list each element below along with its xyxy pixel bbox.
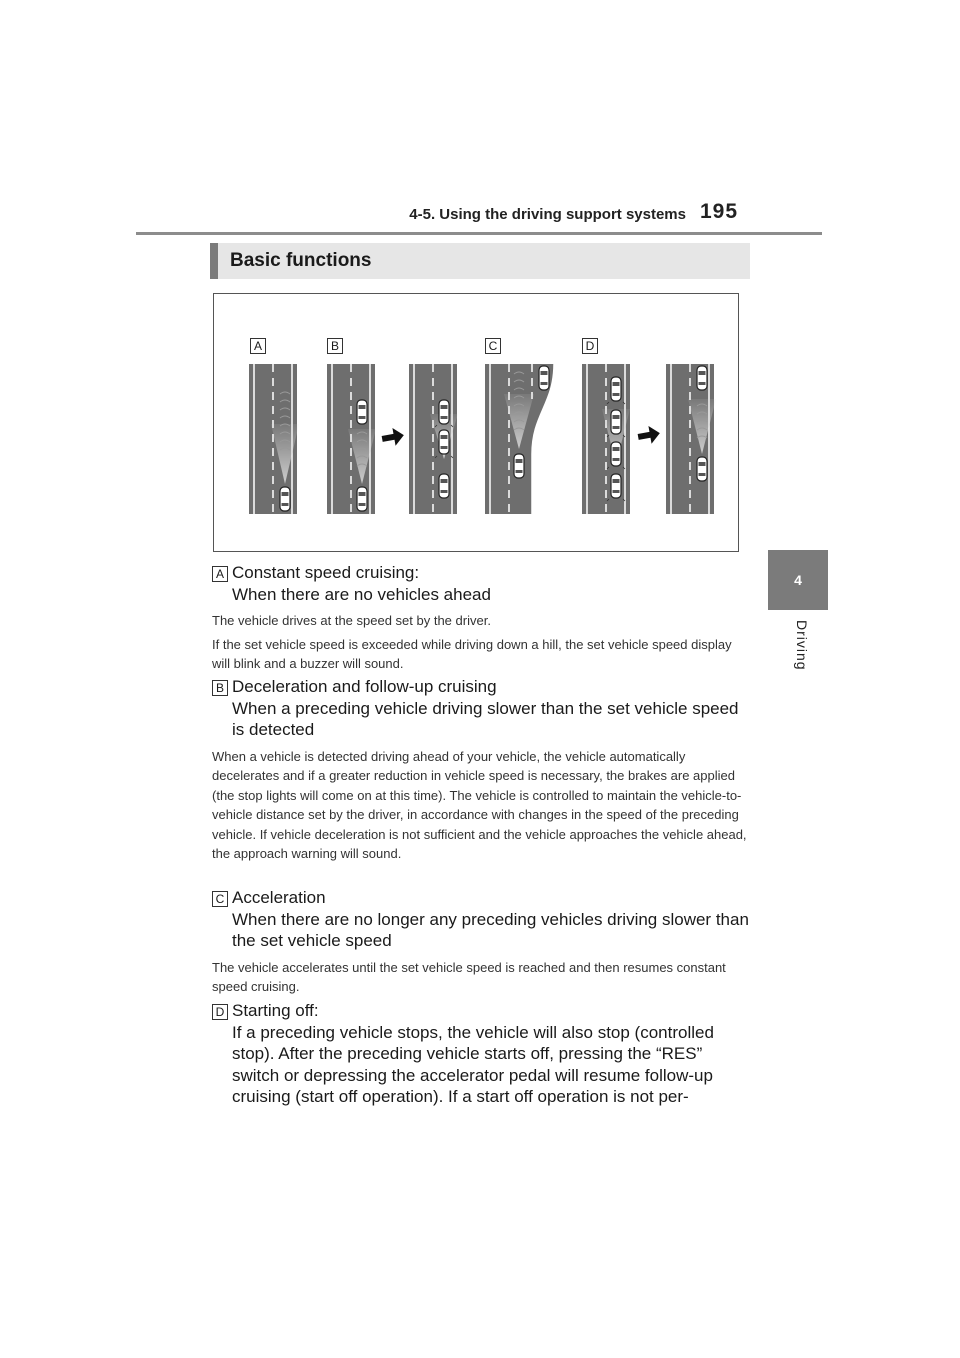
own-car-b1 (357, 487, 367, 511)
own-car-d1 (611, 474, 621, 498)
preceding-car-d2 (697, 366, 707, 390)
figure-label-a: A (250, 338, 266, 354)
item-marker-a: A (212, 566, 228, 582)
cruise-diagram-svg (214, 294, 740, 553)
item-b-subtitle: When a preceding vehicle driving slower than the set vehicle speed is detected (232, 698, 739, 739)
preceding-car-b1 (357, 400, 367, 424)
item-b-title: Deceleration and follow-up cruising (232, 677, 497, 696)
item-b (212, 676, 752, 868)
chapter-label: Driving (794, 620, 810, 671)
cruise-diagram (213, 293, 739, 552)
own-car-a (280, 487, 290, 511)
figure-label-c: C (485, 338, 501, 354)
road-d1 (582, 364, 630, 514)
preceding-car-b2 (439, 400, 449, 424)
item-c (212, 887, 752, 1001)
header-rule (136, 232, 822, 235)
page-number: 195 (700, 200, 739, 223)
own-car-c (514, 454, 524, 478)
item-marker-d: D (212, 1004, 228, 1020)
section-heading: Basic functions (210, 243, 750, 279)
item-d-title: Starting off: (232, 1001, 319, 1020)
header-title: 4-5. Using the driving support systems (409, 206, 686, 223)
item-c-body-1: The vehicle accelerates until the set vehicle speed is reached and then resumes constant speed cruising. (212, 959, 726, 994)
figure-label-d: D (582, 338, 598, 354)
item-a-body-2: If the set vehicle speed is exceeded while driving down a hill, the set vehicle speed display will blink and a buzzer will sound. (212, 636, 732, 671)
item-a-body-1: The vehicle drives at the speed set by the driver. (212, 613, 491, 628)
item-a (212, 562, 752, 678)
item-marker-c: C (212, 891, 228, 907)
arrow-b (381, 426, 406, 448)
item-c-subtitle: When there are no longer any preceding vehicles driving slower than the set vehicle speed (232, 909, 749, 950)
chapter-tab: 4 (768, 550, 828, 610)
own-car-b2-ghost (439, 430, 449, 454)
item-b-body-1: When a vehicle is detected driving ahead of your vehicle, the vehicle automatically decelerates and if a greater reduction in vehicle speed is necessary, the brakes are applied (the stop lights will come on at this time). The vehicle is controlled to maintain the vehicle-to-vehicle distance set by the driver, in accordance with changes in the speed of the preceding vehicle. If vehicle deceleration is not sufficient and the vehicle approaches the vehicle ahead, the approach warning will sound. (212, 748, 747, 861)
own-car-d2 (697, 457, 707, 481)
arrow-d (637, 424, 662, 446)
item-c-title: Acceleration (232, 888, 326, 907)
stopped-car-d1b (611, 442, 621, 466)
preceding-car-c (539, 366, 549, 390)
own-car-b2 (439, 474, 449, 498)
stopped-car-d1a (611, 410, 621, 434)
item-a-subtitle: When there are no vehicles ahead (232, 584, 491, 604)
item-marker-b: B (212, 680, 228, 696)
item-d-subtitle: If a preceding vehicle stops, the vehicle will also stop (controlled stop). After the preceding vehicle starts off, pressing the “RES” switch or depressing the accelerator pedal will resume follow-up cruising (start off operation). If a start off operation is not per- (232, 1022, 714, 1106)
item-a-title: Constant speed cruising: (232, 563, 420, 582)
item-d (212, 1000, 752, 1108)
figure-label-b: B (327, 338, 343, 354)
preceding-car-d1 (611, 377, 621, 401)
